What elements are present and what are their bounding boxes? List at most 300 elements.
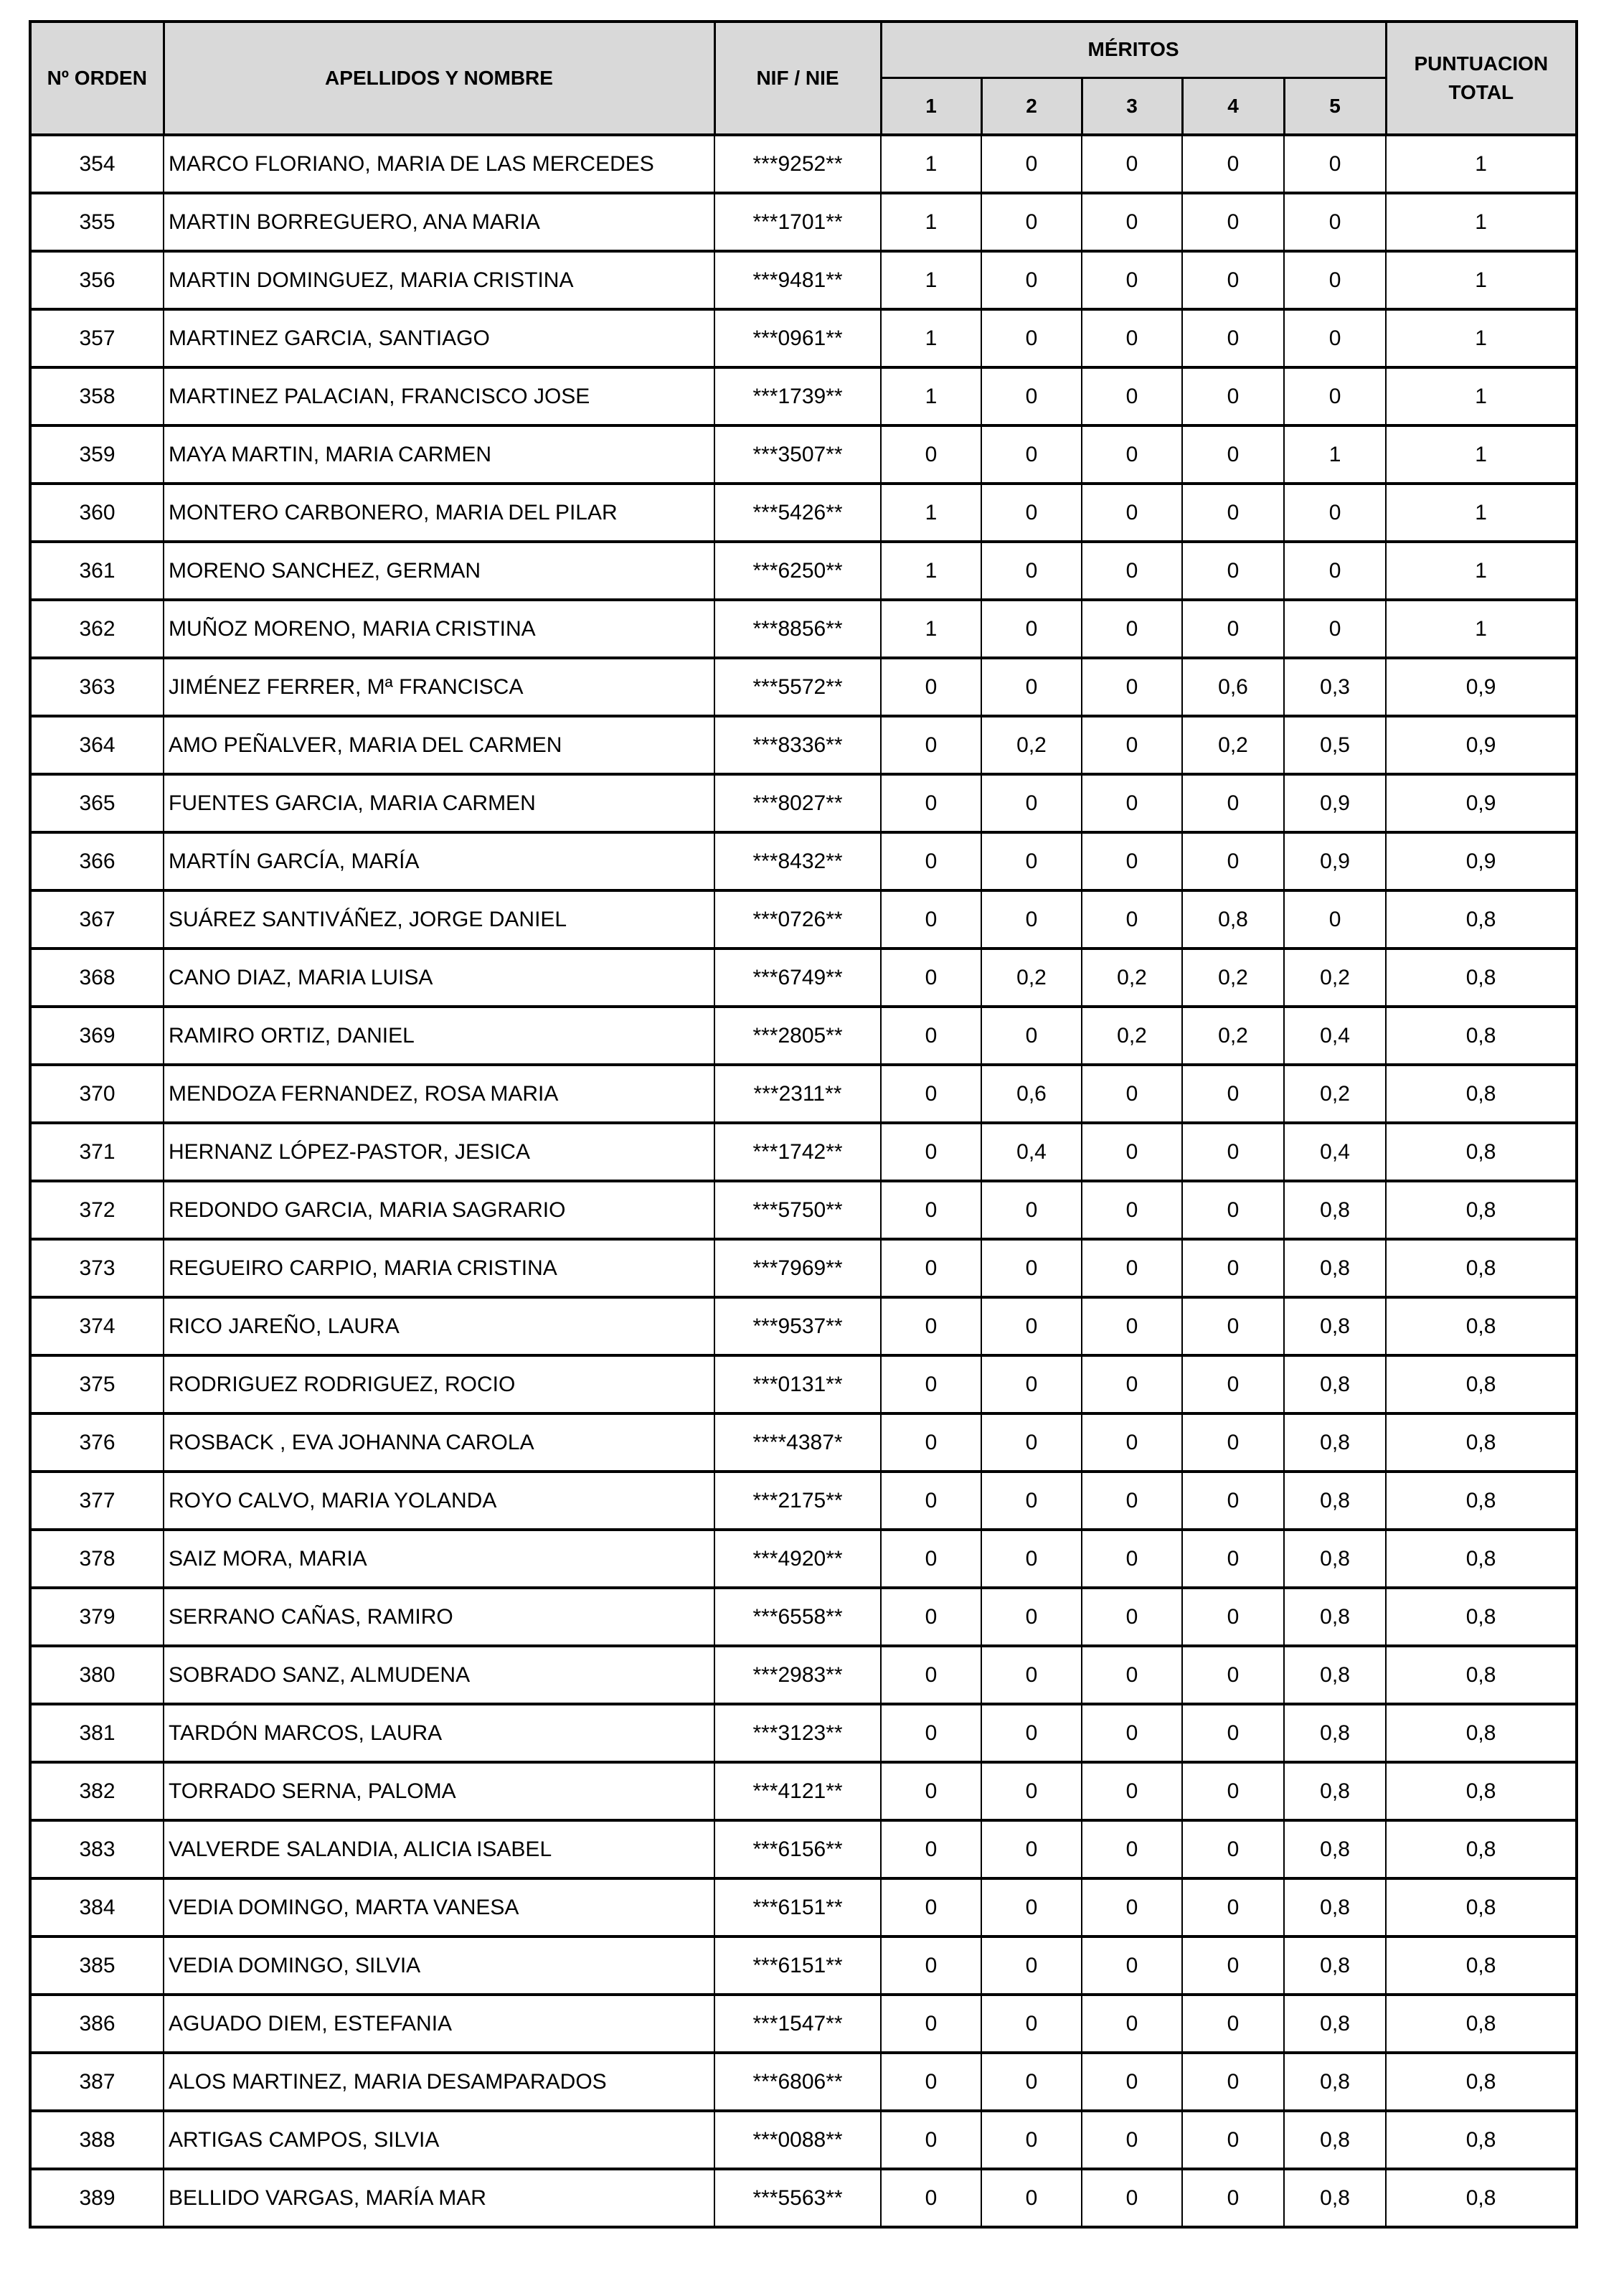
cell-merito-4: 0 (1182, 542, 1284, 600)
table-row (30, 1995, 1577, 2053)
cell-merito-2: 0 (981, 1646, 1082, 1704)
cell-merito-5: 0,2 (1284, 949, 1386, 1007)
cell-nif: ***6806** (714, 2053, 881, 2111)
cell-total: 0,8 (1386, 2111, 1577, 2169)
table-body (30, 135, 1577, 2227)
cell-merito-3: 0 (1082, 1878, 1182, 1936)
cell-merito-3: 0 (1082, 367, 1182, 425)
cell-total: 0,9 (1386, 774, 1577, 832)
cell-merito-4: 0 (1182, 832, 1284, 890)
cell-merito-2: 0 (981, 1704, 1082, 1762)
cell-nif: ***1742** (714, 1123, 881, 1181)
cell-merito-3: 0 (1082, 484, 1182, 542)
cell-nombre: HERNANZ LÓPEZ-PASTOR, JESICA (164, 1123, 714, 1181)
cell-merito-4: 0,2 (1182, 716, 1284, 774)
cell-merito-4: 0,2 (1182, 1007, 1284, 1065)
cell-merito-1: 0 (881, 890, 981, 949)
cell-total: 0,8 (1386, 1588, 1577, 1646)
cell-merito-3: 0 (1082, 1355, 1182, 1413)
table-row (30, 1413, 1577, 1472)
cell-merito-1: 0 (881, 1588, 981, 1646)
cell-orden: 360 (30, 484, 164, 542)
cell-nombre: BELLIDO VARGAS, MARÍA MAR (164, 2169, 714, 2227)
cell-total: 0,8 (1386, 1413, 1577, 1472)
cell-merito-1: 1 (881, 251, 981, 309)
cell-merito-2: 0,2 (981, 949, 1082, 1007)
cell-nombre: MARCO FLORIANO, MARIA DE LAS MERCEDES (164, 135, 714, 193)
cell-merito-1: 1 (881, 600, 981, 658)
cell-orden: 382 (30, 1762, 164, 1820)
cell-merito-1: 0 (881, 1646, 981, 1704)
table-row (30, 1588, 1577, 1646)
cell-orden: 380 (30, 1646, 164, 1704)
cell-nif: ***6151** (714, 1936, 881, 1995)
cell-merito-3: 0 (1082, 193, 1182, 251)
cell-merito-1: 0 (881, 1820, 981, 1878)
cell-nif: ***0088** (714, 2111, 881, 2169)
cell-merito-2: 0 (981, 2169, 1082, 2227)
table-row (30, 949, 1577, 1007)
cell-orden: 376 (30, 1413, 164, 1472)
cell-merito-5: 0 (1284, 135, 1386, 193)
cell-nombre: VEDIA DOMINGO, SILVIA (164, 1936, 714, 1995)
table-row (30, 309, 1577, 367)
table-header (30, 22, 1577, 135)
cell-merito-3: 0 (1082, 1239, 1182, 1297)
cell-merito-3: 0 (1082, 600, 1182, 658)
cell-orden: 362 (30, 600, 164, 658)
cell-orden: 375 (30, 1355, 164, 1413)
cell-merito-5: 0,8 (1284, 1239, 1386, 1297)
cell-merito-3: 0 (1082, 890, 1182, 949)
cell-merito-1: 1 (881, 135, 981, 193)
table-row (30, 542, 1577, 600)
cell-merito-2: 0 (981, 1355, 1082, 1413)
cell-merito-5: 0,8 (1284, 1181, 1386, 1239)
cell-nif: ***5572** (714, 658, 881, 716)
cell-orden: 387 (30, 2053, 164, 2111)
cell-merito-1: 0 (881, 2169, 981, 2227)
cell-nombre: MARTIN BORREGUERO, ANA MARIA (164, 193, 714, 251)
cell-merito-3: 0 (1082, 832, 1182, 890)
table-row (30, 1936, 1577, 1995)
cell-orden: 374 (30, 1297, 164, 1355)
cell-orden: 378 (30, 1530, 164, 1588)
cell-orden: 357 (30, 309, 164, 367)
cell-merito-2: 0 (981, 251, 1082, 309)
cell-merito-1: 0 (881, 1239, 981, 1297)
cell-merito-5: 0,8 (1284, 1936, 1386, 1995)
cell-orden: 358 (30, 367, 164, 425)
cell-merito-4: 0 (1182, 425, 1284, 484)
cell-merito-2: 0 (981, 367, 1082, 425)
cell-total: 0,8 (1386, 1646, 1577, 1704)
table-row (30, 2169, 1577, 2227)
cell-merito-2: 0 (981, 658, 1082, 716)
cell-merito-1: 0 (881, 1123, 981, 1181)
table-row (30, 1181, 1577, 1239)
cell-merito-2: 0 (981, 2111, 1082, 2169)
cell-merito-2: 0 (981, 1588, 1082, 1646)
header-merito-2: 2 (981, 77, 1082, 135)
cell-nif: ***0726** (714, 890, 881, 949)
cell-total: 0,8 (1386, 949, 1577, 1007)
cell-total: 1 (1386, 542, 1577, 600)
cell-merito-4: 0,2 (1182, 949, 1284, 1007)
cell-nombre: MORENO SANCHEZ, GERMAN (164, 542, 714, 600)
cell-nif: ***1739** (714, 367, 881, 425)
cell-merito-5: 1 (1284, 425, 1386, 484)
cell-merito-3: 0 (1082, 2111, 1182, 2169)
cell-merito-1: 1 (881, 542, 981, 600)
cell-merito-4: 0 (1182, 1646, 1284, 1704)
cell-total: 0,8 (1386, 1878, 1577, 1936)
cell-merito-1: 0 (881, 2053, 981, 2111)
cell-merito-5: 0,8 (1284, 2169, 1386, 2227)
cell-merito-1: 1 (881, 309, 981, 367)
cell-nombre: REGUEIRO CARPIO, MARIA CRISTINA (164, 1239, 714, 1297)
cell-nif: ***8027** (714, 774, 881, 832)
cell-merito-3: 0 (1082, 1123, 1182, 1181)
header-nif: NIF / NIE (714, 22, 881, 135)
cell-merito-3: 0 (1082, 251, 1182, 309)
cell-merito-2: 0 (981, 890, 1082, 949)
cell-merito-3: 0,2 (1082, 949, 1182, 1007)
cell-nombre: MARTÍN GARCÍA, MARÍA (164, 832, 714, 890)
cell-nif: ***4121** (714, 1762, 881, 1820)
cell-orden: 384 (30, 1878, 164, 1936)
cell-orden: 372 (30, 1181, 164, 1239)
table-row (30, 1065, 1577, 1123)
cell-merito-1: 0 (881, 1936, 981, 1995)
cell-nombre: SAIZ MORA, MARIA (164, 1530, 714, 1588)
table-row (30, 484, 1577, 542)
cell-nombre: RICO JAREÑO, LAURA (164, 1297, 714, 1355)
cell-merito-2: 0 (981, 2053, 1082, 2111)
cell-merito-4: 0 (1182, 1588, 1284, 1646)
cell-merito-2: 0,4 (981, 1123, 1082, 1181)
cell-merito-1: 0 (881, 1878, 981, 1936)
cell-merito-5: 0,8 (1284, 1878, 1386, 1936)
cell-merito-4: 0 (1182, 1704, 1284, 1762)
cell-nombre: AGUADO DIEM, ESTEFANIA (164, 1995, 714, 2053)
table-row (30, 1297, 1577, 1355)
cell-total: 0,8 (1386, 1530, 1577, 1588)
cell-merito-1: 0 (881, 658, 981, 716)
cell-nif: ***2175** (714, 1472, 881, 1530)
cell-total: 1 (1386, 600, 1577, 658)
cell-merito-1: 0 (881, 1530, 981, 1588)
cell-merito-4: 0 (1182, 484, 1284, 542)
cell-merito-5: 0,8 (1284, 2053, 1386, 2111)
cell-merito-5: 0 (1284, 367, 1386, 425)
cell-merito-3: 0 (1082, 309, 1182, 367)
cell-total: 0,8 (1386, 1355, 1577, 1413)
cell-merito-5: 0,8 (1284, 1646, 1386, 1704)
cell-merito-5: 0,9 (1284, 832, 1386, 890)
cell-nif: ***6558** (714, 1588, 881, 1646)
cell-nombre: SUÁREZ SANTIVÁÑEZ, JORGE DANIEL (164, 890, 714, 949)
cell-merito-4: 0,8 (1182, 890, 1284, 949)
header-merito-4: 4 (1182, 77, 1284, 135)
table-row (30, 1123, 1577, 1181)
table-row (30, 1239, 1577, 1297)
cell-orden: 389 (30, 2169, 164, 2227)
cell-orden: 367 (30, 890, 164, 949)
cell-orden: 385 (30, 1936, 164, 1995)
cell-merito-4: 0 (1182, 135, 1284, 193)
cell-merito-5: 0,5 (1284, 716, 1386, 774)
cell-merito-1: 0 (881, 1413, 981, 1472)
cell-merito-4: 0 (1182, 1297, 1284, 1355)
cell-orden: 371 (30, 1123, 164, 1181)
cell-merito-5: 0 (1284, 309, 1386, 367)
cell-merito-1: 0 (881, 1297, 981, 1355)
cell-nombre: MARTINEZ PALACIAN, FRANCISCO JOSE (164, 367, 714, 425)
cell-orden: 368 (30, 949, 164, 1007)
cell-merito-5: 0 (1284, 193, 1386, 251)
cell-total: 1 (1386, 251, 1577, 309)
cell-nif: ***8432** (714, 832, 881, 890)
cell-merito-1: 0 (881, 2111, 981, 2169)
cell-orden: 373 (30, 1239, 164, 1297)
cell-merito-1: 0 (881, 1762, 981, 1820)
cell-merito-3: 0 (1082, 1936, 1182, 1995)
cell-total: 0,8 (1386, 1704, 1577, 1762)
table-row (30, 658, 1577, 716)
cell-merito-4: 0 (1182, 774, 1284, 832)
cell-nif: ***9481** (714, 251, 881, 309)
cell-total: 1 (1386, 484, 1577, 542)
header-total-line1: PUNTUACION (1414, 52, 1549, 75)
cell-merito-2: 0 (981, 1936, 1082, 1995)
cell-merito-1: 0 (881, 1181, 981, 1239)
cell-nif: ***0131** (714, 1355, 881, 1413)
cell-merito-4: 0 (1182, 1762, 1284, 1820)
cell-merito-5: 0,8 (1284, 1995, 1386, 2053)
cell-merito-4: 0 (1182, 1355, 1284, 1413)
cell-merito-5: 0,3 (1284, 658, 1386, 716)
cell-orden: 381 (30, 1704, 164, 1762)
cell-merito-4: 0 (1182, 1472, 1284, 1530)
cell-merito-4: 0 (1182, 367, 1284, 425)
cell-merito-2: 0 (981, 484, 1082, 542)
cell-merito-2: 0 (981, 1007, 1082, 1065)
table-row (30, 193, 1577, 251)
cell-merito-3: 0 (1082, 1413, 1182, 1472)
cell-orden: 363 (30, 658, 164, 716)
cell-orden: 365 (30, 774, 164, 832)
cell-total: 0,8 (1386, 1181, 1577, 1239)
cell-merito-4: 0 (1182, 1413, 1284, 1472)
cell-nombre: VALVERDE SALANDIA, ALICIA ISABEL (164, 1820, 714, 1878)
cell-nombre: AMO PEÑALVER, MARIA DEL CARMEN (164, 716, 714, 774)
cell-nombre: FUENTES GARCIA, MARIA CARMEN (164, 774, 714, 832)
cell-merito-5: 0 (1284, 542, 1386, 600)
table-row (30, 774, 1577, 832)
cell-merito-2: 0,2 (981, 716, 1082, 774)
table-row (30, 600, 1577, 658)
table-row (30, 1355, 1577, 1413)
cell-merito-5: 0 (1284, 484, 1386, 542)
cell-merito-4: 0 (1182, 1065, 1284, 1123)
cell-merito-1: 1 (881, 484, 981, 542)
header-nombre: APELLIDOS Y NOMBRE (164, 22, 714, 135)
table-row (30, 1646, 1577, 1704)
cell-nombre: MUÑOZ MORENO, MARIA CRISTINA (164, 600, 714, 658)
cell-merito-1: 0 (881, 1355, 981, 1413)
cell-merito-4: 0 (1182, 2111, 1284, 2169)
cell-total: 0,8 (1386, 1297, 1577, 1355)
header-total-line2: TOTAL (1448, 81, 1514, 103)
cell-orden: 386 (30, 1995, 164, 2053)
cell-total: 0,8 (1386, 1007, 1577, 1065)
cell-merito-5: 0 (1284, 890, 1386, 949)
cell-merito-3: 0 (1082, 1530, 1182, 1588)
cell-merito-3: 0 (1082, 658, 1182, 716)
cell-orden: 359 (30, 425, 164, 484)
merits-table (29, 20, 1578, 2229)
table-row (30, 135, 1577, 193)
table-row (30, 832, 1577, 890)
cell-nif: ***0961** (714, 309, 881, 367)
cell-orden: 366 (30, 832, 164, 890)
cell-merito-3: 0 (1082, 1762, 1182, 1820)
cell-merito-5: 0 (1284, 600, 1386, 658)
cell-nombre: TORRADO SERNA, PALOMA (164, 1762, 714, 1820)
cell-merito-3: 0 (1082, 2169, 1182, 2227)
table-row (30, 716, 1577, 774)
cell-merito-5: 0,8 (1284, 1355, 1386, 1413)
table-row (30, 1704, 1577, 1762)
cell-merito-2: 0 (981, 1239, 1082, 1297)
cell-nif: ***7969** (714, 1239, 881, 1297)
cell-nif: ***6749** (714, 949, 881, 1007)
cell-nombre: REDONDO GARCIA, MARIA SAGRARIO (164, 1181, 714, 1239)
cell-merito-2: 0 (981, 1181, 1082, 1239)
table-row (30, 2111, 1577, 2169)
cell-merito-1: 0 (881, 1704, 981, 1762)
cell-merito-3: 0 (1082, 1472, 1182, 1530)
cell-total: 1 (1386, 367, 1577, 425)
cell-merito-4: 0 (1182, 1530, 1284, 1588)
cell-merito-3: 0 (1082, 1995, 1182, 2053)
cell-nombre: ROSBACK , EVA JOHANNA CAROLA (164, 1413, 714, 1472)
cell-nombre: SERRANO CAÑAS, RAMIRO (164, 1588, 714, 1646)
cell-merito-4: 0 (1182, 1936, 1284, 1995)
cell-merito-2: 0 (981, 309, 1082, 367)
cell-total: 1 (1386, 309, 1577, 367)
cell-total: 0,8 (1386, 1123, 1577, 1181)
cell-nif: ***3507** (714, 425, 881, 484)
table-row (30, 890, 1577, 949)
cell-merito-2: 0 (981, 1820, 1082, 1878)
cell-merito-4: 0 (1182, 1239, 1284, 1297)
table-row (30, 1762, 1577, 1820)
cell-merito-4: 0 (1182, 309, 1284, 367)
cell-merito-2: 0 (981, 425, 1082, 484)
cell-nif: ***2983** (714, 1646, 881, 1704)
cell-merito-2: 0 (981, 1995, 1082, 2053)
cell-total: 0,8 (1386, 2053, 1577, 2111)
header-merito-5: 5 (1284, 77, 1386, 135)
cell-merito-3: 0 (1082, 1297, 1182, 1355)
table-row (30, 1472, 1577, 1530)
cell-total: 0,8 (1386, 1065, 1577, 1123)
cell-nombre: RAMIRO ORTIZ, DANIEL (164, 1007, 714, 1065)
cell-total: 0,8 (1386, 1239, 1577, 1297)
cell-nombre: VEDIA DOMINGO, MARTA VANESA (164, 1878, 714, 1936)
cell-merito-2: 0,6 (981, 1065, 1082, 1123)
cell-orden: 356 (30, 251, 164, 309)
table-row (30, 425, 1577, 484)
cell-merito-3: 0 (1082, 1820, 1182, 1878)
cell-merito-4: 0 (1182, 1181, 1284, 1239)
cell-orden: 370 (30, 1065, 164, 1123)
header-meritos: MÉRITOS (881, 22, 1386, 77)
cell-merito-1: 0 (881, 425, 981, 484)
cell-merito-1: 0 (881, 949, 981, 1007)
cell-merito-1: 0 (881, 832, 981, 890)
cell-merito-3: 0 (1082, 425, 1182, 484)
header-merito-3: 3 (1082, 77, 1182, 135)
cell-merito-2: 0 (981, 542, 1082, 600)
table-row (30, 367, 1577, 425)
cell-merito-2: 0 (981, 193, 1082, 251)
cell-nif: ***8336** (714, 716, 881, 774)
cell-merito-2: 0 (981, 1878, 1082, 1936)
cell-nif: ***9252** (714, 135, 881, 193)
cell-merito-4: 0 (1182, 193, 1284, 251)
cell-merito-3: 0 (1082, 1181, 1182, 1239)
cell-merito-1: 0 (881, 1065, 981, 1123)
cell-merito-5: 0,9 (1284, 774, 1386, 832)
table-row (30, 2053, 1577, 2111)
cell-total: 0,9 (1386, 658, 1577, 716)
cell-nombre: RODRIGUEZ RODRIGUEZ, ROCIO (164, 1355, 714, 1413)
cell-total: 0,9 (1386, 832, 1577, 890)
cell-merito-4: 0 (1182, 1878, 1284, 1936)
table-row (30, 1878, 1577, 1936)
table-row (30, 1530, 1577, 1588)
cell-orden: 388 (30, 2111, 164, 2169)
cell-merito-3: 0,2 (1082, 1007, 1182, 1065)
cell-merito-2: 0 (981, 1762, 1082, 1820)
cell-nif: ***1701** (714, 193, 881, 251)
cell-merito-3: 0 (1082, 1646, 1182, 1704)
cell-nif: ***9537** (714, 1297, 881, 1355)
cell-merito-1: 0 (881, 716, 981, 774)
cell-nombre: MAYA MARTIN, MARIA CARMEN (164, 425, 714, 484)
header-orden: Nº ORDEN (30, 22, 164, 135)
cell-orden: 383 (30, 1820, 164, 1878)
cell-merito-5: 0,8 (1284, 1762, 1386, 1820)
cell-orden: 361 (30, 542, 164, 600)
cell-nombre: SOBRADO SANZ, ALMUDENA (164, 1646, 714, 1704)
cell-merito-3: 0 (1082, 135, 1182, 193)
cell-nif: ****4387* (714, 1413, 881, 1472)
cell-total: 0,9 (1386, 716, 1577, 774)
cell-merito-2: 0 (981, 600, 1082, 658)
cell-merito-5: 0,8 (1284, 1704, 1386, 1762)
cell-merito-4: 0 (1182, 251, 1284, 309)
cell-total: 0,8 (1386, 1820, 1577, 1878)
cell-orden: 377 (30, 1472, 164, 1530)
cell-nombre: JIMÉNEZ FERRER, Mª FRANCISCA (164, 658, 714, 716)
cell-orden: 379 (30, 1588, 164, 1646)
cell-nif: ***2805** (714, 1007, 881, 1065)
cell-merito-3: 0 (1082, 1588, 1182, 1646)
